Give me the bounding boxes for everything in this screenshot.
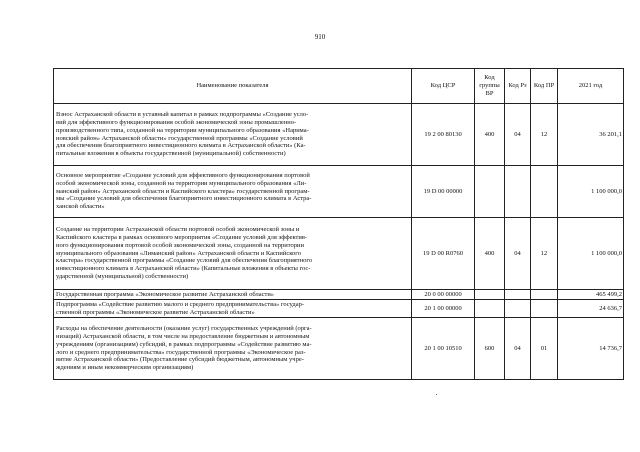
row-rz: 04 <box>505 104 531 166</box>
row-pr: 12 <box>531 218 558 290</box>
page-number: 910 <box>314 33 326 41</box>
row-vr <box>475 290 505 300</box>
row-csr: 19 D 00 R0760 <box>412 218 475 290</box>
row-csr: 20 1 00 10510 <box>412 318 475 380</box>
table-row <box>54 290 624 300</box>
row-csr: 19 D 00 00000 <box>412 166 475 218</box>
row-amount: 465 499,2 <box>558 290 624 300</box>
row-rz: 04 <box>505 218 531 290</box>
header-row <box>54 69 624 104</box>
row-pr <box>531 166 558 218</box>
row-vr: 600 <box>475 318 505 380</box>
row-name: Взнос Астраханской области в уставный капитал в рамках подпрограммы «Создание усло- вий для эффективного функционирования особой экономической зоны промышленно- производственного типа, созданной на территории муниципального образования «Нарима- новский район» Астраханской области» государственной программы «Создание условий для обеспечения благоприятного инвестиционного климата в Астраханской области» (Ка- питальные вложения в объекты государственной (муниципальной) собственности) <box>54 104 412 166</box>
row-name: Подпрограмма «Содействие развитию малого и среднего предпринимательства» государ- ственной программы «Экономическое развитие Астраханской области» <box>54 300 412 318</box>
header-year: 2021 год <box>558 69 624 104</box>
row-amount: 36 201,1 <box>558 104 624 166</box>
header-pr: Код ПР <box>531 69 558 104</box>
header-name: Наименование показателя <box>54 69 412 104</box>
row-csr: 20 1 00 00000 <box>412 300 475 318</box>
row-name: Государственная программа «Экономическое развитие Астраханской области» <box>54 290 412 300</box>
header-vr: Код группы ВР <box>475 69 505 104</box>
header-csr: Код ЦСР <box>412 69 475 104</box>
table-row <box>54 318 624 380</box>
row-rz: 04 <box>505 318 531 380</box>
budget-table <box>53 68 624 380</box>
row-amount: 14 736,7 <box>558 318 624 380</box>
header-rz: Код Рз <box>505 69 531 104</box>
row-name: Расходы на обеспечение деятельности (оказание услуг) государственных учреждений (орга- низаций) Астраханской области, в том числе на предоставление бюджетным и автономным учреждениям (организациям) субсидий, в рамках подпрограммы «Содействие развитию ма- лого и среднего предпринимательства» государственной программы «Экономическое раз- витие Астраханской области» (Предоставление субсидий бюджетным, автономным учре- ждениям и иным некоммерческим организациям) <box>54 318 412 380</box>
row-rz <box>505 290 531 300</box>
row-pr <box>531 290 558 300</box>
row-amount: 1 100 000,0 <box>558 218 624 290</box>
row-name: Создание на территории Астраханской области портовой особой экономической зоны и Каспийского кластера в рамках основного мероприятия «Создание условий для эффектив- ного функционирования портовой особой экономической зоны, созданной на территории муниципального образования «Лиманский район» Астраханской области и Каспийского кластера» государственной программы «Создание условий для обеспечения благоприятного инвестиционного климата в Астраханской области» (Капитальные вложения в объекты гос- ударственной (муниципальной) собственности) <box>54 218 412 290</box>
row-rz <box>505 300 531 318</box>
table-row <box>54 166 624 218</box>
row-name: Основное мероприятие «Создание условий для эффективного функционирования портовой особой экономической зоны, созданной на территории муниципального образования «Ли- манский район» Астраханской области и Каспийского кластера» государственной програм- мы «Создание условий для обеспечения благоприятного инвестиционного климата в Астра- ханской области» <box>54 166 412 218</box>
table-row <box>54 218 624 290</box>
row-amount: 24 636,7 <box>558 300 624 318</box>
row-pr: 12 <box>531 104 558 166</box>
row-csr: 20 0 00 00000 <box>412 290 475 300</box>
row-rz <box>505 166 531 218</box>
table-row <box>54 300 624 318</box>
row-vr: 400 <box>475 218 505 290</box>
row-pr <box>531 300 558 318</box>
scan-speck <box>436 394 437 395</box>
table-row <box>54 104 624 166</box>
row-amount: 1 100 000,0 <box>558 166 624 218</box>
row-csr: 19 2 00 80130 <box>412 104 475 166</box>
row-vr <box>475 166 505 218</box>
row-vr: 400 <box>475 104 505 166</box>
row-pr: 01 <box>531 318 558 380</box>
row-vr <box>475 300 505 318</box>
